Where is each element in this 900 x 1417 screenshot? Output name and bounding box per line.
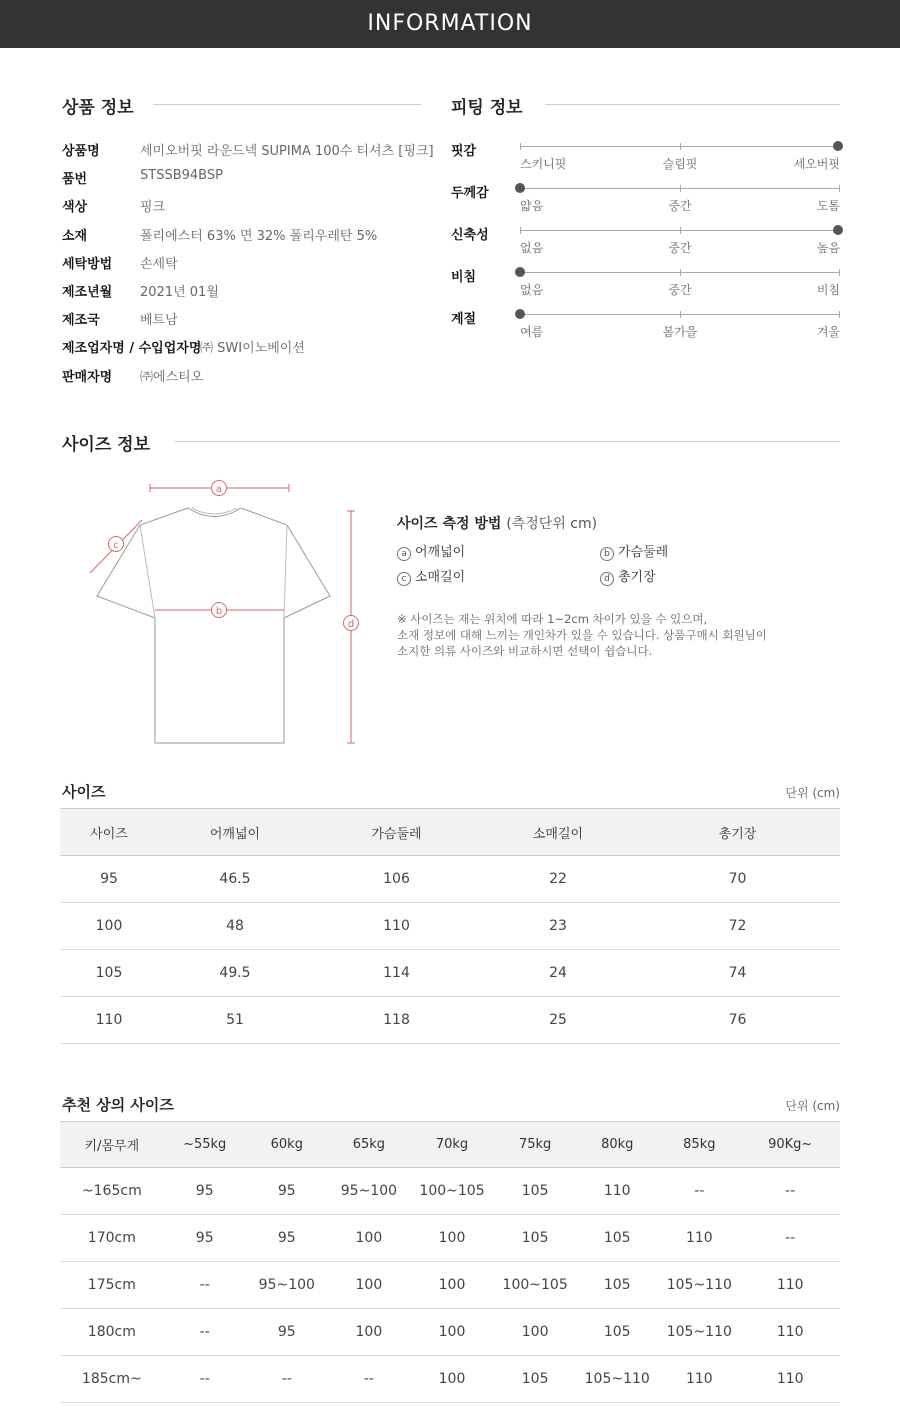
table-cell: 185cm~	[60, 1356, 164, 1403]
product-info-value: 세미오버핏 라운드넥 SUPIMA 100수 티셔츠 [핑크]	[140, 144, 434, 159]
product-info-label: 품번	[62, 172, 88, 188]
product-info-label: 제조업자명 / 수입업자명	[62, 341, 202, 357]
table-cell: 100~105	[494, 1262, 576, 1309]
product-info-value: 핑크	[140, 200, 166, 216]
legend-item-c: c 소매길이	[397, 566, 465, 586]
table-header-cell: 사이즈	[60, 809, 158, 856]
table-cell: 110	[658, 1356, 740, 1403]
table-cell: --	[164, 1262, 246, 1309]
table-header-cell: 소매길이	[481, 809, 635, 856]
table-cell: 105~110	[658, 1262, 740, 1309]
table-cell: 95	[60, 856, 158, 903]
rec-table	[60, 1121, 840, 1403]
table-cell: 114	[312, 950, 481, 997]
table-cell: 70	[635, 856, 840, 903]
fitting-scale-left-label: 스키니핏	[520, 157, 567, 171]
product-info-label: 상품명	[62, 144, 100, 159]
size-info-title: 사이즈 정보	[62, 435, 151, 455]
table-cell: 170cm	[60, 1215, 164, 1262]
page-header: INFORMATION	[0, 0, 900, 48]
legend-item-b: b 가슴둘레	[600, 541, 668, 561]
fitting-scale-tick	[520, 227, 521, 234]
fitting-scale-right-label: 겨울	[816, 325, 840, 339]
table-header-cell: 85kg	[658, 1122, 740, 1168]
table-header-cell: 80kg	[576, 1122, 658, 1168]
table-cell: 95~100	[328, 1168, 410, 1215]
size-table-title: 사이즈	[62, 783, 106, 801]
table-row	[60, 903, 840, 950]
fitting-scale-tick	[680, 227, 681, 234]
table-cell: 95~100	[246, 1262, 328, 1309]
table-cell: --	[740, 1168, 840, 1215]
fitting-scale-tick	[839, 269, 840, 276]
table-cell: 175cm	[60, 1262, 164, 1309]
table-cell: 105	[576, 1215, 658, 1262]
table-cell: --	[658, 1168, 740, 1215]
table-header-cell: 75kg	[494, 1122, 576, 1168]
fitting-scale-right-label: 세오버핏	[793, 157, 840, 171]
table-cell: --	[164, 1356, 246, 1403]
fitting-label: 핏감	[451, 144, 477, 159]
table-row	[60, 950, 840, 997]
size-note: ※ 사이즈는 재는 위치에 따라 1~2cm 차이가 있을 수 있으며, 소재 정보에 대해 느끼는 개인차가 있을 수 있습니다. 상품구매시 회원님이 소지한 의류 사이즈와 비교하시면 선택이 쉽습니다.	[397, 612, 767, 658]
product-info-label: 제조국	[62, 313, 100, 329]
table-header-row	[60, 1122, 840, 1168]
table-cell: 72	[635, 903, 840, 950]
fitting-scale-left-label: 없음	[520, 283, 544, 297]
fitting-level-dot	[515, 267, 525, 277]
fitting-scale-right-label: 도톰	[816, 199, 840, 213]
table-cell: 48	[158, 903, 312, 950]
table-cell: 95	[246, 1215, 328, 1262]
product-info-value: 2021년 01월	[140, 285, 219, 300]
table-cell: 100	[410, 1262, 494, 1309]
product-info-value: 폴리에스터 63% 면 32% 폴리우레탄 5%	[140, 228, 378, 244]
measure-d-mark: d	[347, 619, 355, 630]
fitting-scale-mid-label: 슬림핏	[662, 157, 698, 171]
table-row	[60, 1356, 840, 1403]
table-header-cell: 70kg	[410, 1122, 494, 1168]
table-header-row	[60, 809, 840, 856]
table-cell: 105	[494, 1215, 576, 1262]
legend-item-d: d 총기장	[600, 566, 656, 586]
fitting-scale-right-label: 높음	[816, 241, 840, 255]
table-cell: ~165cm	[60, 1168, 164, 1215]
fitting-scale-mid-label: 중간	[668, 241, 692, 255]
table-cell: 105	[576, 1262, 658, 1309]
table-cell: 100	[328, 1215, 410, 1262]
table-cell: 100~105	[410, 1168, 494, 1215]
fitting-scale-mid-label: 봄가을	[662, 325, 698, 339]
fitting-scale-tick	[680, 143, 681, 150]
table-cell: 110	[740, 1262, 840, 1309]
table-cell: --	[740, 1215, 840, 1262]
table-cell: 23	[481, 903, 635, 950]
fitting-scale-tick	[520, 143, 521, 150]
table-cell: --	[328, 1356, 410, 1403]
table-cell: 46.5	[158, 856, 312, 903]
fitting-level-dot	[833, 225, 843, 235]
fitting-scale-tick	[680, 185, 681, 192]
fitting-label: 계절	[451, 312, 477, 327]
table-cell: 105~110	[658, 1309, 740, 1356]
product-info-value: 손세탁	[140, 256, 178, 272]
table-header-cell: 키/몸무게	[60, 1122, 164, 1168]
table-cell: 95	[164, 1215, 246, 1262]
fitting-scale-right-label: 비침	[816, 283, 840, 297]
table-cell: 100	[410, 1356, 494, 1403]
tshirt-outline	[97, 508, 330, 743]
table-header-cell: ~55kg	[164, 1122, 246, 1168]
divider	[545, 104, 840, 105]
table-cell: 180cm	[60, 1309, 164, 1356]
table-row	[60, 997, 840, 1044]
product-info-title: 상품 정보	[62, 98, 134, 118]
measure-b-mark: b	[215, 606, 223, 617]
fitting-scale-tick	[680, 269, 681, 276]
table-row	[60, 1262, 840, 1309]
fitting-scale-mid-label: 중간	[668, 199, 692, 213]
fitting-scale-left-label: 얇음	[520, 199, 544, 213]
product-info-value: ㈜에스티오	[140, 369, 204, 385]
table-cell: 95	[164, 1168, 246, 1215]
table-cell: 95	[246, 1168, 328, 1215]
table-cell: 49.5	[158, 950, 312, 997]
table-cell: 105~110	[576, 1356, 658, 1403]
table-cell: 74	[635, 950, 840, 997]
measure-a-mark: a	[215, 484, 223, 495]
table-cell: 100	[410, 1215, 494, 1262]
table-cell: --	[246, 1356, 328, 1403]
table-row	[60, 1215, 840, 1262]
table-cell: 110	[740, 1309, 840, 1356]
product-info-label: 소재	[62, 228, 88, 244]
fitting-scale-tick	[839, 185, 840, 192]
fitting-label: 두께감	[451, 186, 489, 201]
fitting-scale-tick	[839, 311, 840, 318]
table-cell: --	[164, 1309, 246, 1356]
table-cell: 76	[635, 997, 840, 1044]
product-info-label: 판매자명	[62, 369, 113, 385]
product-info-value: 베트남	[140, 313, 178, 329]
table-cell: 100	[494, 1309, 576, 1356]
table-cell: 110	[312, 903, 481, 950]
fitting-level-dot	[515, 309, 525, 319]
fitting-info-title: 피팅 정보	[451, 98, 523, 118]
table-cell: 110	[740, 1356, 840, 1403]
measure-c-mark: c	[113, 540, 119, 551]
table-header-cell: 총기장	[635, 809, 840, 856]
table-header-cell: 가슴둘레	[312, 809, 481, 856]
product-info-label: 색상	[62, 200, 88, 216]
tshirt-size-diagram	[80, 475, 380, 755]
size-table-unit: 단위 (cm)	[785, 786, 840, 800]
table-cell: 118	[312, 997, 481, 1044]
table-cell: 105	[494, 1356, 576, 1403]
table-cell: 95	[246, 1309, 328, 1356]
divider	[153, 104, 421, 105]
product-info-label: 세탁방법	[62, 256, 113, 272]
fitting-level-dot	[833, 141, 843, 151]
table-row	[60, 1309, 840, 1356]
table-cell: 105	[494, 1168, 576, 1215]
table-cell: 106	[312, 856, 481, 903]
table-header-cell: 60kg	[246, 1122, 328, 1168]
product-info-value: ㈜ SWI이노베이션	[200, 341, 305, 357]
rec-table-title: 추천 상의 사이즈	[62, 1096, 174, 1114]
table-cell: 100	[328, 1262, 410, 1309]
product-info-label: 제조년월	[62, 285, 113, 300]
table-cell: 110	[576, 1168, 658, 1215]
legend-item-a: a 어깨넓이	[397, 541, 465, 561]
table-cell: 105	[60, 950, 158, 997]
table-cell: 100	[60, 903, 158, 950]
fitting-label: 신축성	[451, 228, 489, 243]
table-cell: 105	[576, 1309, 658, 1356]
table-cell: 25	[481, 997, 635, 1044]
fitting-scale-tick	[680, 311, 681, 318]
table-header-cell: 90Kg~	[740, 1122, 840, 1168]
table-cell: 24	[481, 950, 635, 997]
fitting-label: 비침	[451, 270, 477, 285]
product-info-value: STSSB94BSP	[140, 168, 223, 184]
fitting-scale-left-label: 여름	[520, 325, 544, 339]
size-table	[60, 808, 840, 1044]
rec-table-unit: 단위 (cm)	[785, 1099, 840, 1113]
table-cell: 100	[328, 1309, 410, 1356]
table-cell: 110	[60, 997, 158, 1044]
measure-unit: (측정단위 cm)	[506, 516, 598, 532]
table-header-cell: 65kg	[328, 1122, 410, 1168]
fitting-level-dot	[515, 183, 525, 193]
fitting-scale-left-label: 없음	[520, 241, 544, 255]
fitting-scale-mid-label: 중간	[668, 283, 692, 297]
table-cell: 22	[481, 856, 635, 903]
table-row	[60, 1168, 840, 1215]
table-header-cell: 어깨넓이	[158, 809, 312, 856]
measure-method-title: 사이즈 측정 방법 (측정단위 cm)	[397, 516, 598, 532]
divider	[175, 441, 840, 442]
table-cell: 51	[158, 997, 312, 1044]
table-row	[60, 856, 840, 903]
table-cell: 110	[658, 1215, 740, 1262]
table-cell: 100	[410, 1309, 494, 1356]
